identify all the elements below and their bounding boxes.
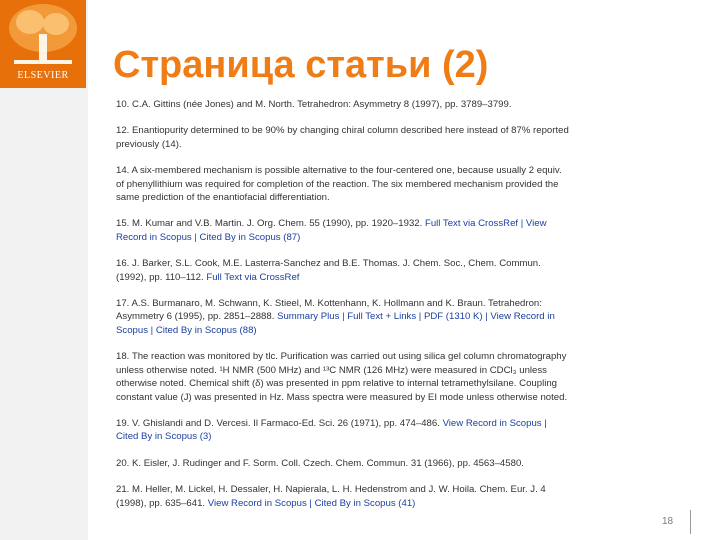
reference-links[interactable]: View Record in Scopus | Cited By in Scopus (3) [116,417,547,443]
reference-text: 10. C.A. Gittins (née Jones) and M. North. Tetrahedron: Asymmetry 8 (1997), pp. 3789–3799. [116,99,512,110]
reference-item [116,483,571,510]
reference-text: 18. The reaction was monitored by tlc. Purification was carried out using silica gel column chromatography unless otherwise noted. ¹H NMR (500 MHz) and ¹³C NMR (126 MHz) were measured in CDCl₃ unless otherwise noted. Chemical shift (δ) was presented in ppm relative to internal tetramethylsilane. Coupling constant value (J) was presented in Hz. Mass spectra were measured by EI mode unless otherwise noted. [116,351,568,403]
reference-item [116,217,571,244]
reference-item [116,124,571,151]
reference-item [116,350,571,404]
elsevier-logo [0,0,86,88]
reference-item [116,297,571,337]
reference-text: 17. A.S. Burmanaro, M. Schwann, K. Stieel, M. Kottenhann, K. Hollmann and K. Braun. Tetrahedron: Asymmetry 6 (1995), pp. 2851–2888. [116,298,542,323]
page-number: 18 [662,516,674,527]
reference-links[interactable]: Full Text via CrossRef | View Record in Scopus | Cited By in Scopus (87) [116,218,547,243]
tree-icon [0,0,86,70]
reference-item [116,457,571,470]
reference-text: 14. A six-membered mechanism is possible alternative to the four-centered one, because usually 2 equiv. of phenyllithium was required for completion of the reaction. The six membered mechanism provided the same prediction of the enantiofacial differentiation. [116,165,562,204]
reference-text: 16. J. Barker, S.L. Cook, M.E. Lasterra-Sanchez and B.E. Thomas. J. Chem. Soc., Chem. Commun. (1992), pp. 110–112. [116,258,541,283]
reference-links[interactable]: Full Text via CrossRef [206,271,300,283]
reference-item [116,257,571,284]
reference-links[interactable]: View Record in Scopus | Cited By in Scopus (41) [207,497,416,509]
reference-item [116,417,571,444]
reference-item [116,98,571,111]
page-title: Страница статьи (2) [113,44,489,86]
reference-item [116,164,571,204]
reference-text: 21. M. Heller, M. Lickel, H. Dessaler, H. Napierala, L. H. Hedenstrom and J. W. Hoila. Chem. Eur. J. 4 (1998), pp. 635–641. [116,484,546,509]
reference-text: 12. Enantiopurity determined to be 90% by changing chiral column described here instead of 87% reported previously (14). [116,125,569,150]
reference-text: 15. M. Kumar and V.B. Martin. J. Org. Chem. 55 (1990), pp. 1920–1932. [116,218,425,230]
reference-list [116,98,571,523]
reference-links[interactable]: Summary Plus | Full Text + Links | PDF (1310 K) | View Record in Scopus | Cited By in Scopus (88) [116,311,555,336]
reference-text: 19. V. Ghislandi and D. Vercesi. Il Farmaco-Ed. Sci. 26 (1971), pp. 474–486. [116,417,443,429]
logo-text: ELSEVIER [17,70,69,81]
reference-text: 20. K. Eisler, J. Rudinger and F. Sorm. Coll. Czech. Chem. Commun. 31 (1966), pp. 4563–4580. [116,457,524,469]
page-divider [690,510,691,534]
